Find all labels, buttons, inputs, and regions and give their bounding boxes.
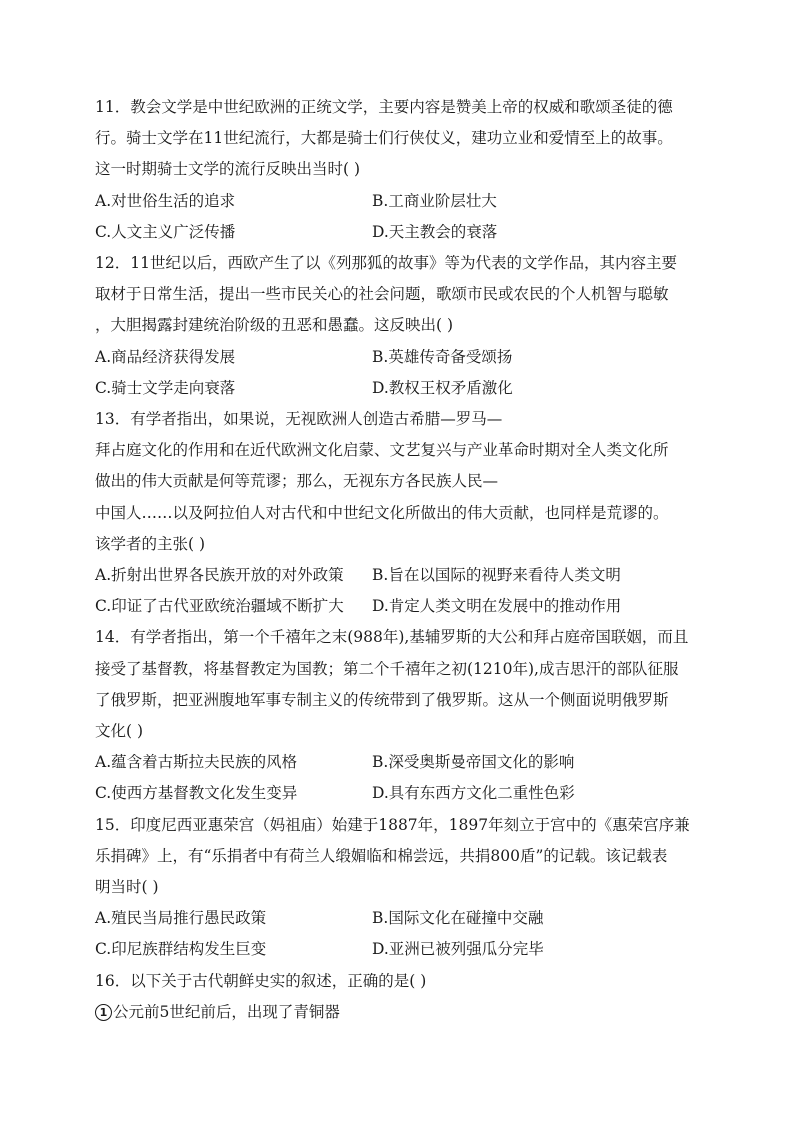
stem-line: 乐捐碑》上，有“乐捐者中有荷兰人缎媚临和棉尝远，共捐800盾”的记载。该记载表 <box>95 846 668 865</box>
option-a: A.殖民当局推行愚民政策 <box>95 909 267 928</box>
question-stem <box>95 404 700 560</box>
option-a: A.对世俗生活的追求 <box>95 191 236 210</box>
question-13 <box>95 404 700 622</box>
option-c: C.使西方基督教文化发生变异 <box>95 784 298 803</box>
question-16 <box>95 966 700 997</box>
option-c: C.印尼族群结构发生巨变 <box>95 940 267 959</box>
stem-line: 13．有学者指出，如果说，无视欧洲人创造古希腊—罗马— <box>95 410 503 429</box>
stem-line: 中国人……以及阿拉伯人对古代和中世纪文化所做出的伟大贡献，也同样是荒谬的。 <box>95 503 669 522</box>
option-b: B.旨在以国际的视野来看待人类文明 <box>372 566 621 585</box>
statement-text: 公元前5世纪前后，出现了青铜器 <box>113 1002 340 1021</box>
option-b: B.英雄传奇备受颂扬 <box>372 347 513 366</box>
question-14 <box>95 622 700 809</box>
option-d: D.天主教会的衰落 <box>372 222 498 241</box>
question-stem <box>95 966 700 997</box>
question-12 <box>95 248 700 404</box>
stem-line: 15．印度尼西亚惠荣宫（妈祖庙）始建于1887年，1897年刻立于宫中的《惠荣宫序兼 <box>95 815 690 834</box>
answer-options <box>95 560 700 622</box>
stem-line: 12．11世纪以后，西欧产生了以《列那狐的故事》等为代表的文学作品，其内容主要 <box>95 254 677 273</box>
option-a: A.折射出世界各民族开放的对外政策 <box>95 566 344 585</box>
stem-line: ，大胆揭露封建统治阶级的丑恶和愚蠢。这反映出( ) <box>95 316 454 335</box>
stem-line: 明当时( ) <box>95 878 159 897</box>
question-15 <box>95 810 700 966</box>
stem-line: 取材于日常生活，提出一些市民关心的社会问题，歌颂市民或农民的个人机智与聪敏 <box>95 285 669 304</box>
statement-item-1 <box>95 997 700 1028</box>
stem-line: 拜占庭文化的作用和在近代欧洲文化启蒙、文艺复兴与产业革命时期对全人类文化所 <box>95 441 669 460</box>
stem-line: 11．教会文学是中世纪欧洲的正统文学，主要内容是赞美上帝的权威和歌颂圣徒的德 <box>95 98 673 116</box>
stem-line: 16．以下关于古代朝鲜史实的叙述，正确的是( ) <box>95 971 427 990</box>
answer-options <box>95 342 700 404</box>
question-stem <box>95 248 700 342</box>
option-a: A.蕴含着古斯拉夫民族的风格 <box>95 753 298 772</box>
option-c: C.骑士文学走向衰落 <box>95 378 236 397</box>
stem-line: 做出的伟大贡献是何等荒谬；那么，无视东方各民族人民— <box>95 472 499 491</box>
stem-line: 14．有学者指出，第一个千禧年之末(988年),基辅罗斯的大公和拜占庭帝国联姻，而且 <box>95 628 689 647</box>
stem-line: 文化( ) <box>95 722 144 741</box>
option-c: C.印证了古代亚欧统治疆域不断扩大 <box>95 597 344 616</box>
option-d: D.具有东西方文化二重性色彩 <box>372 784 575 803</box>
option-d: D.肯定人类文明在发展中的推动作用 <box>372 597 622 616</box>
question-stem <box>95 810 700 904</box>
answer-options <box>95 186 700 248</box>
question-11 <box>95 92 700 248</box>
answer-options <box>95 747 700 809</box>
option-b: B.深受奥斯曼帝国文化的影响 <box>372 753 575 772</box>
stem-line: 接受了基督教，将基督教定为国教；第二个千禧年之初(1210年),成吉思汗的部队征服 <box>95 659 679 678</box>
option-c: C.人文主义广泛传播 <box>95 222 236 241</box>
option-a: A.商品经济获得发展 <box>95 347 236 366</box>
question-stem <box>95 622 700 747</box>
option-b: B.国际文化在碰撞中交融 <box>372 909 544 928</box>
option-d: D.亚洲已被列强瓜分完毕 <box>372 940 544 959</box>
stem-line: 了俄罗斯，把亚洲腹地军事专制主义的传统带到了俄罗斯。这从一个侧面说明俄罗斯 <box>95 690 669 709</box>
question-stem <box>95 92 700 186</box>
stem-line: 该学者的主张( ) <box>95 534 206 553</box>
stem-line: 这一时期骑士文学的流行反映出当时( ) <box>95 160 361 179</box>
circled-number-icon: 1 <box>95 1004 112 1021</box>
answer-options <box>95 903 700 965</box>
option-d: D.教权王权矛盾激化 <box>372 378 513 397</box>
option-b: B.工商业阶层壮大 <box>372 191 497 210</box>
question-list <box>95 92 700 1028</box>
stem-line: 行。骑士文学在11世纪流行，大都是骑士们行侠仗义，建功立业和爱情至上的故事。 <box>95 129 673 148</box>
